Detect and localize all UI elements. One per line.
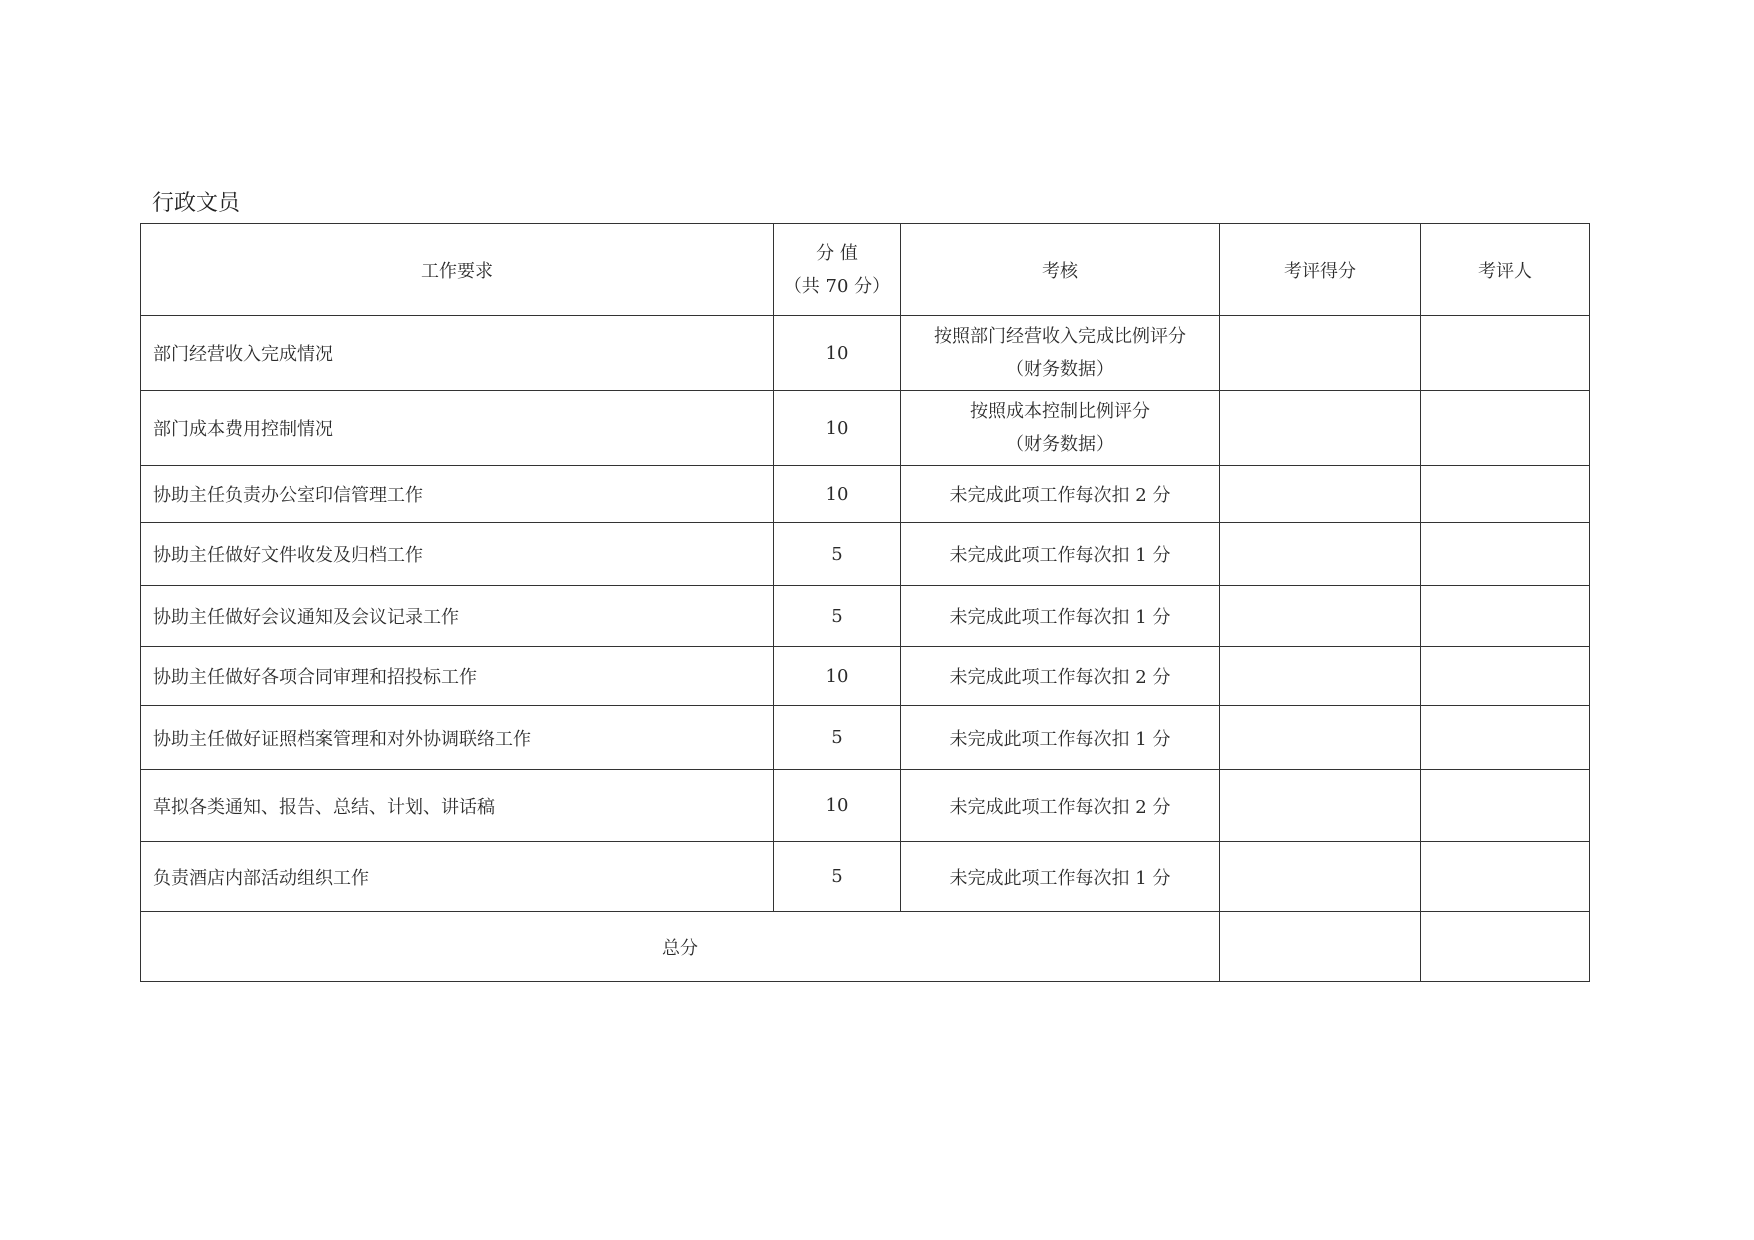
reviewer-input-cell[interactable] (1421, 706, 1590, 770)
score-input-cell[interactable] (1220, 316, 1421, 391)
requirement-cell: 协助主任做好证照档案管理和对外协调联络工作 (141, 706, 774, 770)
value-cell: 5 (774, 523, 901, 586)
assessment-line1: 按照成本控制比例评分 (970, 401, 1150, 422)
score-input-cell[interactable] (1220, 391, 1421, 466)
table-row (141, 316, 1590, 391)
total-reviewer-cell[interactable] (1421, 912, 1590, 982)
assessment-line2: （财务数据） (1006, 359, 1114, 380)
total-row (141, 912, 1590, 982)
document-title: 行政文员 (152, 191, 241, 216)
requirement-cell: 部门经营收入完成情况 (141, 316, 774, 391)
value-cell: 5 (774, 706, 901, 770)
reviewer-input-cell[interactable] (1421, 391, 1590, 466)
value-cell: 10 (774, 770, 901, 842)
total-label: 总分 (141, 912, 1220, 982)
score-input-cell[interactable] (1220, 466, 1421, 523)
header-reviewer-label: 考评人 (1478, 260, 1532, 282)
requirement-cell: 协助主任做好会议通知及会议记录工作 (141, 586, 774, 647)
header-score (1220, 224, 1421, 316)
assessment-cell (901, 316, 1220, 391)
score-input-cell[interactable] (1220, 523, 1421, 586)
total-score-cell[interactable] (1220, 912, 1421, 982)
score-input-cell[interactable] (1220, 770, 1421, 842)
assessment-cell: 未完成此项工作每次扣 1 分 (901, 842, 1220, 912)
requirement-cell: 协助主任做好各项合同审理和招投标工作 (141, 647, 774, 706)
header-assessment (901, 224, 1220, 316)
requirement-cell: 协助主任做好文件收发及归档工作 (141, 523, 774, 586)
assessment-cell: 未完成此项工作每次扣 2 分 (901, 647, 1220, 706)
table-row (141, 647, 1590, 706)
table-row (141, 706, 1590, 770)
table-row (141, 391, 1590, 466)
table-row (141, 770, 1590, 842)
assessment-cell: 未完成此项工作每次扣 2 分 (901, 466, 1220, 523)
reviewer-input-cell[interactable] (1421, 842, 1590, 912)
table-row (141, 523, 1590, 586)
value-cell: 10 (774, 466, 901, 523)
table-row (141, 586, 1590, 647)
value-cell: 5 (774, 586, 901, 647)
requirement-cell: 草拟各类通知、报告、总结、计划、讲话稿 (141, 770, 774, 842)
reviewer-input-cell[interactable] (1421, 770, 1590, 842)
assessment-cell (901, 391, 1220, 466)
table-header-row (141, 224, 1590, 316)
requirement-cell: 部门成本费用控制情况 (141, 391, 774, 466)
assessment-cell: 未完成此项工作每次扣 1 分 (901, 706, 1220, 770)
requirement-cell: 负责酒店内部活动组织工作 (141, 842, 774, 912)
assessment-line1: 按照部门经营收入完成比例评分 (934, 326, 1186, 347)
reviewer-input-cell[interactable] (1421, 647, 1590, 706)
assessment-cell: 未完成此项工作每次扣 1 分 (901, 586, 1220, 647)
reviewer-input-cell[interactable] (1421, 586, 1590, 647)
value-cell: 10 (774, 316, 901, 391)
header-value (774, 224, 901, 316)
assessment-line2: （财务数据） (1006, 434, 1114, 455)
header-requirement (141, 224, 774, 316)
assessment-table (140, 223, 1590, 982)
value-cell: 10 (774, 647, 901, 706)
score-input-cell[interactable] (1220, 586, 1421, 647)
score-input-cell[interactable] (1220, 706, 1421, 770)
header-requirement-label: 工作要求 (421, 260, 493, 282)
assessment-cell: 未完成此项工作每次扣 2 分 (901, 770, 1220, 842)
table-row (141, 466, 1590, 523)
assessment-cell: 未完成此项工作每次扣 1 分 (901, 523, 1220, 586)
header-score-label: 考评得分 (1284, 260, 1356, 282)
requirement-cell: 协助主任负责办公室印信管理工作 (141, 466, 774, 523)
score-input-cell[interactable] (1220, 842, 1421, 912)
header-assessment-label: 考核 (1042, 260, 1078, 282)
table-row (141, 842, 1590, 912)
header-reviewer (1421, 224, 1590, 316)
table-body (141, 316, 1590, 982)
header-value-line1: 分 值 (816, 242, 858, 264)
reviewer-input-cell[interactable] (1421, 316, 1590, 391)
value-cell: 5 (774, 842, 901, 912)
value-cell: 10 (774, 391, 901, 466)
header-value-line2: （共 70 分） (783, 275, 891, 297)
score-input-cell[interactable] (1220, 647, 1421, 706)
reviewer-input-cell[interactable] (1421, 523, 1590, 586)
reviewer-input-cell[interactable] (1421, 466, 1590, 523)
